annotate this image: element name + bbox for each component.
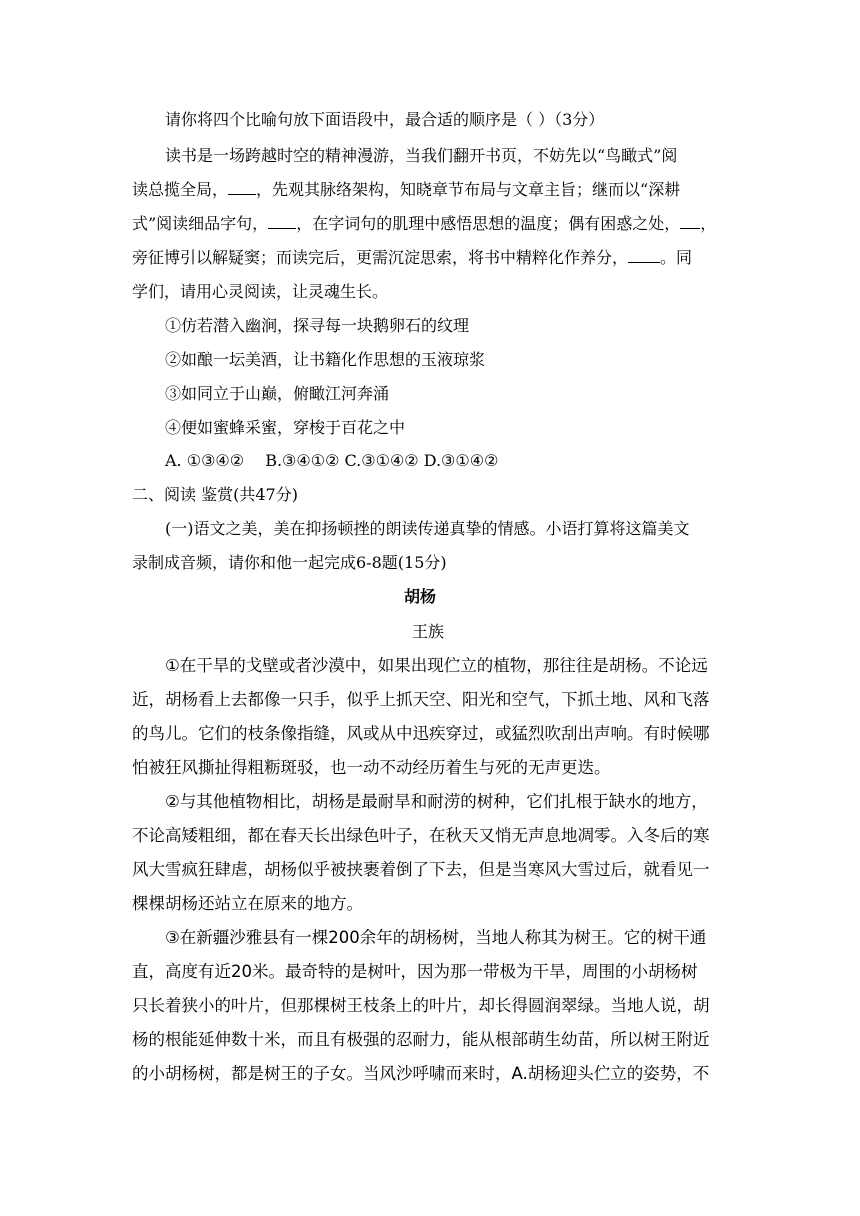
article-line: 的小胡杨树，都是树王的子女。当风沙呼啸而来时，A.胡杨迎头伫立的姿势，不	[132, 1064, 710, 1083]
question-prompt: 请你将四个比喻句放下面语段中，最合适的顺序是（ ）（3分）	[165, 110, 605, 129]
article-line: 不论高矮粗细，都在春天长出绿色叶子，在秋天又悄无声息地凋零。入冬后的寒	[132, 826, 710, 845]
blank-2	[268, 214, 296, 229]
option-1: ①仿若潜入幽涧，探寻每一块鹅卵石的纹理	[165, 316, 470, 335]
passage-line: 读书是一场跨越时空的精神漫游，当我们翻开书页，不妨先以“鸟瞰式”阅	[165, 146, 678, 165]
blank-1	[228, 180, 256, 195]
option-2: ②如酿一坛美酒，让书籍化作思想的玉液琼浆	[165, 350, 486, 369]
answer-choices: A. ①③④② B.③④①② C.③①④② D.③①④②	[165, 451, 499, 470]
article-line: ①在干旱的戈壁或者沙漠中，如果出现伫立的植物，那往往是胡杨。不论远	[165, 656, 708, 675]
article-line: 风大雪疯狂肆虐，胡杨似乎被挟裹着倒了下去，但是当寒风大雪过后，就看见一	[132, 860, 710, 879]
article-line: 只长着狭小的叶片，但那棵树王枝条上的叶片，却长得圆润翠绿。当地人说，胡	[132, 996, 710, 1015]
article-line: 直，高度有近20米。最奇特的是树叶，因为那一带极为干旱，周围的小胡杨树	[132, 962, 698, 981]
article-title: 胡杨	[404, 587, 437, 606]
article-line: 杨的根能延伸数十米，而且有极强的忍耐力，能从根部萌生幼苗，所以树王附近	[132, 1030, 710, 1049]
option-3: ③如同立于山巅，俯瞰江河奔涌	[165, 384, 390, 403]
passage-line: 读总揽全局， ，先观其脉络架构，知晓章节布局与文章主旨；继而以“深耕	[132, 180, 681, 199]
article-line: ③在新疆沙雅县有一棵200余年的胡杨树，当地人称其为树王。它的树干通	[165, 928, 707, 947]
passage-line: 学们，请用心灵阅读，让灵魂生长。	[132, 282, 389, 301]
passage-line: 式”阅读细品字句， ，在字词句的肌理中感悟思想的温度；偶有困惑之处， ，	[132, 214, 717, 233]
option-4: ④便如蜜蜂采蜜，穿梭于百花之中	[165, 418, 406, 437]
article-line: 怕被狂风撕扯得粗粝斑驳，也一动不动经历着生与死的无声更迭。	[132, 758, 611, 777]
section-heading: 二、阅读 鉴赏(共47分)	[132, 485, 298, 504]
article-line: ②与其他植物相比，胡杨是最耐旱和耐涝的树种，它们扎根于缺水的地方，	[165, 792, 708, 811]
article-author: 王族	[412, 622, 445, 641]
passage-line: 旁征博引以解疑窦；而读完后，更需沉淀思索，将书中精粹化作养分， 。同	[132, 248, 693, 267]
blank-4	[628, 248, 660, 263]
article-line: 棵棵胡杨还站立在原来的地方。	[132, 894, 363, 913]
article-line: 的鸟儿。它们的枝条像指缝，风或从中迅疾穿过，或猛烈吹刮出声响。有时候哪	[132, 724, 710, 743]
section-intro: 录制成音频，请你和他一起完成6-8题(15分)	[132, 553, 447, 572]
blank-3	[680, 214, 700, 229]
section-intro: (一)语文之美，美在抑扬顿挫的朗读传递真挚的情感。小语打算将这篇美文	[165, 519, 690, 538]
article-line: 近，胡杨看上去都像一只手，似乎上抓天空、阳光和空气，下抓土地、风和飞落	[132, 690, 710, 709]
